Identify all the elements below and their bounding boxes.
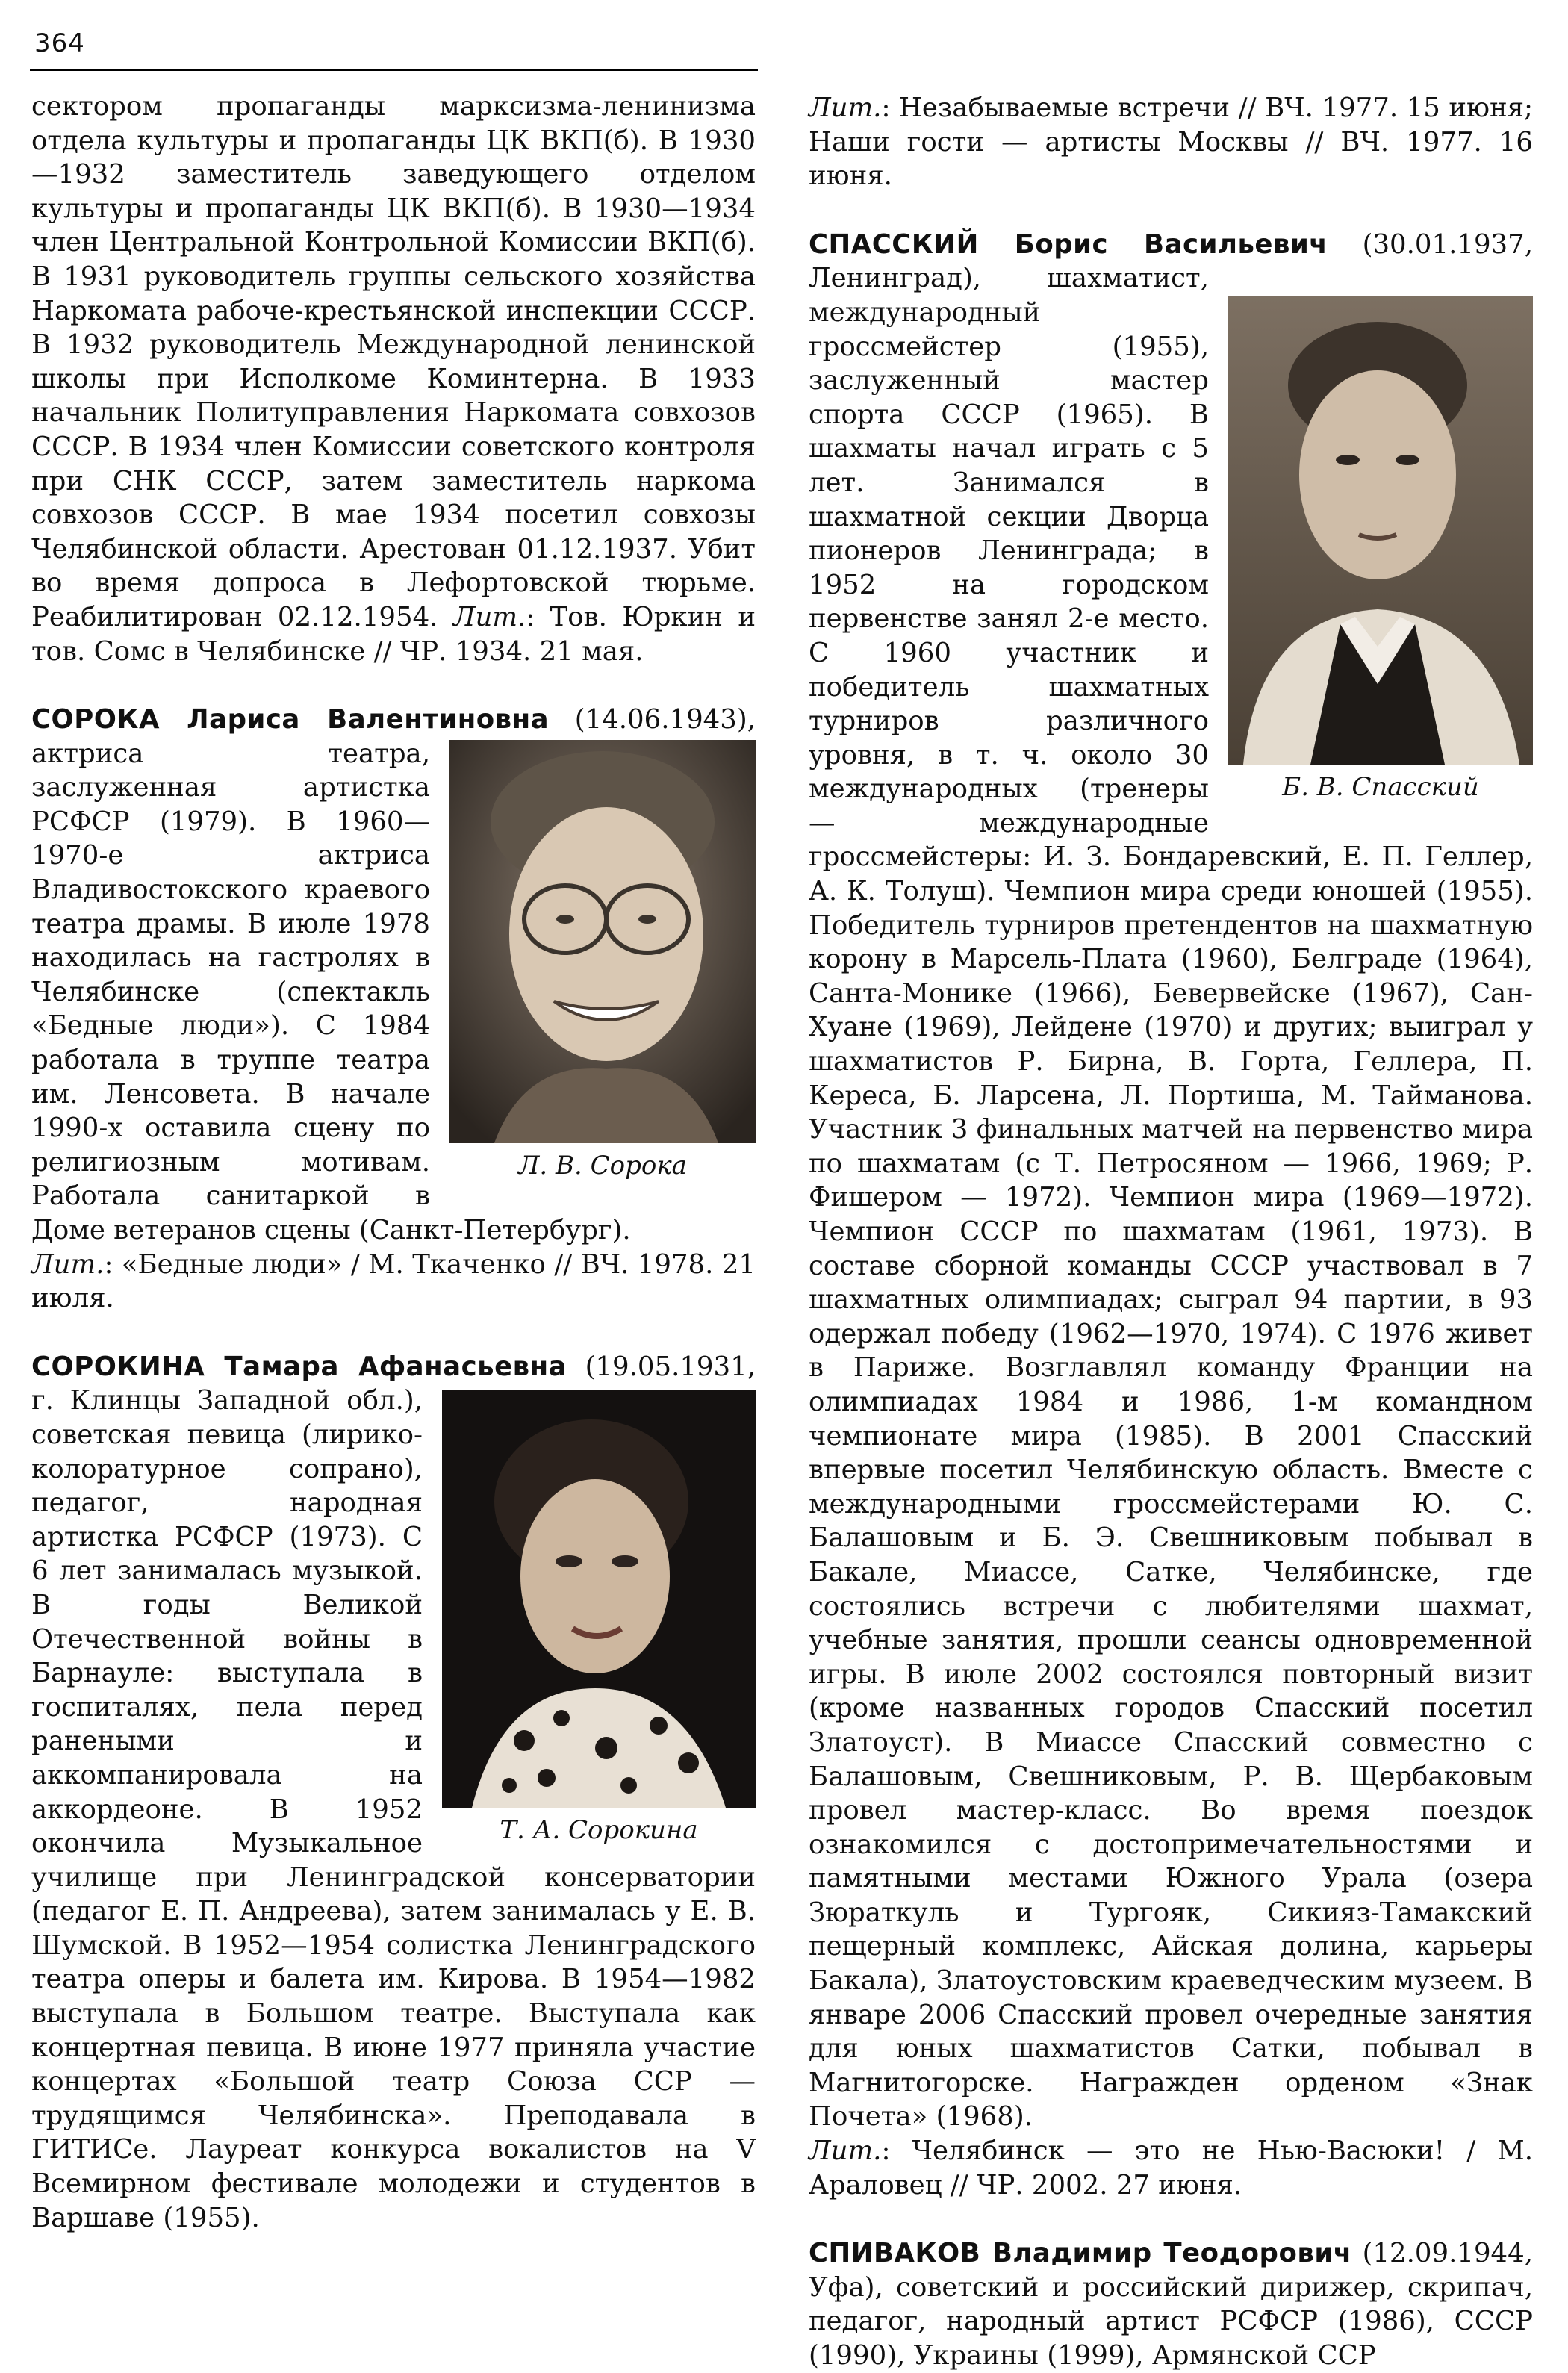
entry-name: СПАССКИЙ Борис Васильевич: [809, 228, 1328, 260]
entry-soroka: [31, 703, 756, 1316]
header-rule: [30, 69, 758, 71]
lit-label: Лит.: [809, 2136, 882, 2167]
entry-continuation-lit: [809, 91, 1533, 193]
portrait-photo-sorokina: [442, 1390, 756, 1808]
entry-dates: (14.06.1943),: [549, 704, 756, 735]
lit-text: : Тов. Юркин и тов. Сомс в Челябинске // ЧР. 1934. 21 мая.: [31, 601, 756, 667]
caption-spassky: Б. В. Спасский: [1282, 772, 1479, 803]
lit-label: Лит.: [31, 1248, 105, 1280]
lit-text: : Незабываемые встречи // ВЧ. 1977. 15 июня; Наши гости — артисты Москвы // ВЧ. 1977. 16 июня.: [809, 93, 1533, 192]
entry-spassky: [809, 228, 1533, 2202]
lit-label: Лит.: [452, 601, 526, 632]
entry-spivakov: [809, 2236, 1533, 2372]
lit-text: : Челябинск — это не Нью-Васюки! / М. Араловец // ЧР. 2002. 27 июня.: [809, 2136, 1533, 2201]
entry-text: актриса театра, заслуженная артистка РСФСР (1979). В 1960—1970-е актриса Владивостокского краевого театра драмы. В июле 1978 находилась на гастролях в Челябинске (спектакль «Бедные люди»). С 1984 работала в труппе театра им. Ленсовета. В начале 1990-х оставила сцену по религиозным мотивам. Работала санитаркой в Доме ветеранов сцены (Санкт-Петербург).: [31, 738, 631, 1245]
entry-text: г. Клинцы Западной обл.), советская певица (лирико-колоратурное сопрано), педагог, народная артистка РСФСР (1973). С 6 лет занималась музыкой. В годы Великой Отечественной войны в Барнауле: выступала в госпиталях, пела перед ранеными и аккомпанировала на аккордеоне. В 1952 окончила Музыкальное училище при Ленинградской консерватории (педагог Е. П. Андреева), затем занималась у Е. В. Шумской. В 1952—1954 солистка Ленинградского театра оперы и балета им. Кирова. В 1954—1982 выступала в Большом театре. Выступала как концертная певица. В июне 1977 приняла участие концертах «Большой театр Союза ССР — трудящимся Челябинска». Преподавала в ГИТИСе. Лауреат конкурса вокалистов на V Всемирном фестивале молодежи и студентов в Варшаве (1955).: [31, 1385, 756, 2233]
intro-text: сектором пропаганды марксизма-ленинизма отдела культуры и пропаганды ЦК ВКП(б). В 1930—1932 заместитель заведующего отделом культуры и пропаганды ЦК ВКП(б). В 1930—1934 член Центральной Контрольной Комиссии ВКП(б). В 1931 руководитель группы сельского хозяйства Наркомата рабоче-крестьянской инспекции СССР. В 1932 руководитель Международной ленинской школы при Исполкоме Коминтерна. В 1933 начальник Политуправления Наркомата совхозов СССР. В 1934 член Комиссии советского контроля при СНК СССР, затем заместитель наркома совхозов СССР. В мае 1934 посетил совхозы Челябинской области. Арестован 01.12.1937. Убит во время допроса в Лефортовской тюрьме. Реабилитирован 02.12.1954.: [31, 91, 756, 632]
entry-name: СПИВАКОВ Владимир Теодорович: [809, 2238, 1352, 2269]
right-column: [809, 91, 1533, 2373]
entry-dates: (19.05.1931,: [567, 1351, 756, 1382]
portrait-photo-soroka: [449, 740, 756, 1143]
entry-name: СОРОКИНА Тамара Афанасьевна: [31, 1351, 567, 1382]
entry-sorokina: [31, 1350, 756, 2235]
left-column: [31, 90, 756, 2235]
entry-dates: (30.01.1937,: [1328, 228, 1533, 260]
entry-text: Уфа), советский и российский дирижер, скрипач, педагог, народный артист РСФСР (1986), СССР (1990), Украины (1999), Армянской ССР: [809, 2271, 1533, 2371]
portrait-photo-spassky: [1228, 296, 1533, 765]
lit-label: Лит.: [809, 93, 882, 123]
portrait-figure-sorokina: [442, 1390, 756, 1845]
entry-dates: (12.09.1944,: [1351, 2238, 1533, 2269]
entry-text: Ленинград), шахматист, международный гроссмейстер (1955), заслуженный мастер спорта СССР (1965). В шахматы начал играть с 5 лет. Занимался в шахматной секции Дворца пионеров Ленинграда; в 1952 на городском первенстве занял 2-е место. С 1960 участник и победитель шахматных турниров различного уровня, в т. ч. около 30 международных (тренеры — международные гроссмейстеры: И. З. Бондаревский, Е. П. Геллер, А. К. Толуш). Чемпион мира среди юношей (1955). Победитель турниров претендентов на шахматную корону в Марсель-Плата (1960), Белграде (1964), Санта-Монике (1966), Бевервейске (1967), Сан-Хуане (1969), Лейдене (1970) и других; выиграл у шахматистов Р. Бирна, В. Горта, Геллера, П. Кереса, Б. Ларсена, Л. Портиша, М. Тайманова. Участник 3 финальных матчей на первенство мира по шахматам (с Т. Петросяном — 1966, 1969; Р. Фишером — 1972). Чемпион мира (1969—1972). Чемпион СССР по шахматам (1961, 1973). В составе сборной команды СССР участвовал в 7 шахматных олимпиадах; сыграл 94 партии, в 93 одержал победу (1962—1970, 1974). С 1976 живет в Париже. Возглавлял команду Франции на олимпиадах 1984 и 1986, 1-м командном чемпионате мира (1985). В 2001 Спасский впервые посетил Челябинскую область. Вместе с международными гроссмейстерами Ю. С. Балашовым и Б. Э. Свешниковым побывал в Бакале, Миассе, Сатке, Челябинске, где состоялись встречи с любителями шахмат, учебные занятия, прошли сеансы одновременной игры. В июле 2002 состоялся повторный визит (кроме названных городов Спасский посетил Златоуст). В Миассе Спасский совместно с Балашовым, Свешниковым, Р. В. Щербаковым провел мастер-класс. Во время поездок ознакомился с достопримечательностями и памятными местами Южного Урала (озера Зюраткуль и Тургояк, Сикияз-Тамакский пещерный комплекс, Айская долина, карьеры Бакала), Златоустовским краеведческим музеем. В январе 2006 Спасский провел очередные занятия для юных шахматистов Сатки, побывал в Магнитогорске. Награжден орденом «Знак Почета» (1968).: [809, 263, 1533, 2133]
portrait-figure-soroka: [449, 740, 756, 1181]
caption-sorokina: Т. А. Сорокина: [500, 1815, 698, 1846]
page-number: 364: [34, 28, 85, 58]
caption-soroka: Л. В. Сорока: [518, 1150, 687, 1181]
lit-text: : «Бедные люди» / М. Ткаченко // ВЧ. 1978. 21 июля.: [31, 1248, 756, 1314]
portrait-figure-spassky: [1228, 296, 1533, 802]
entry-name: СОРОКА Лариса Валентиновна: [31, 704, 550, 735]
entry-continuation: [31, 90, 756, 668]
